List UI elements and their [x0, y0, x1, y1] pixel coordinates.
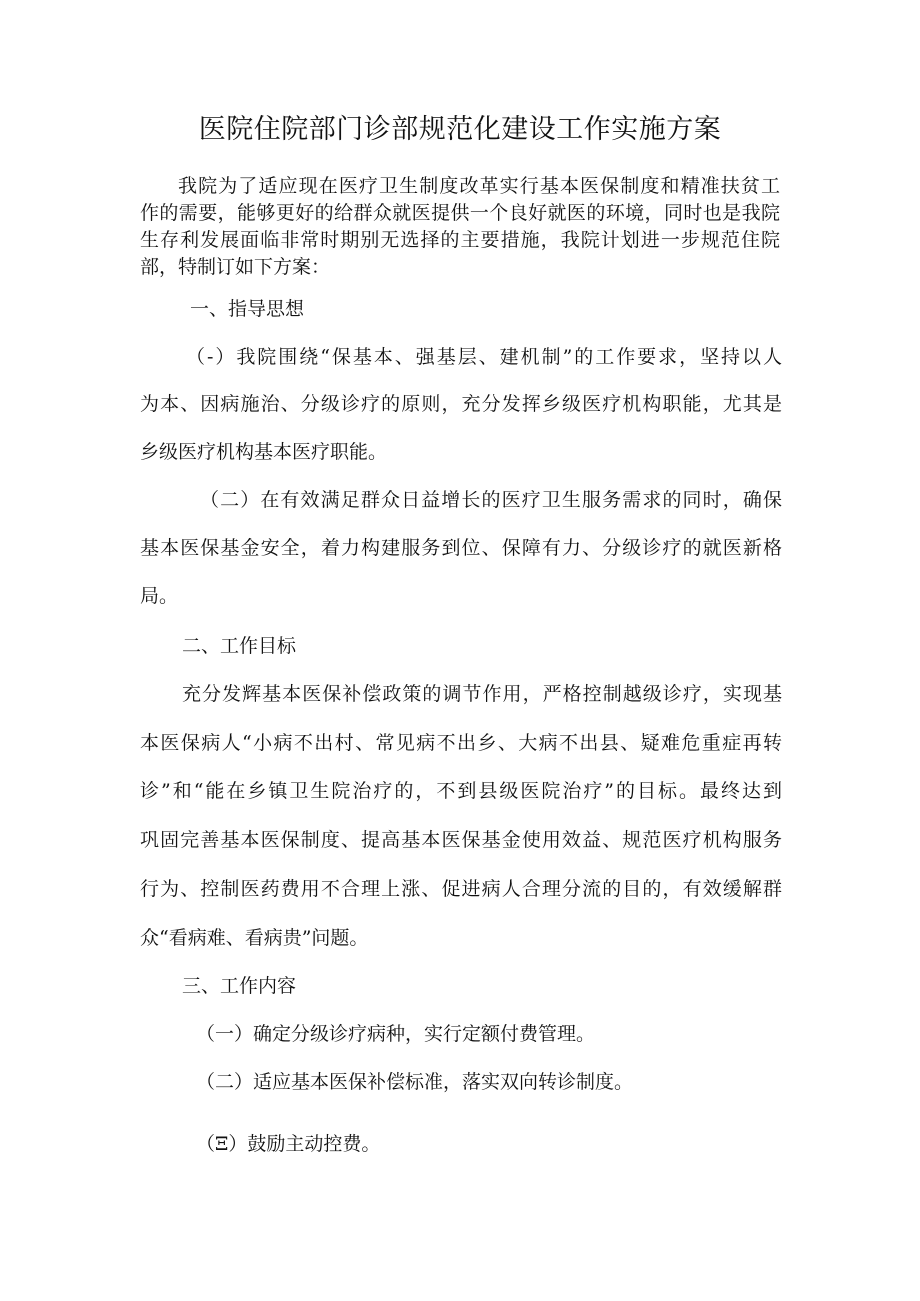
paragraph-line: （二）在有效满足群众日益增长的医疗卫生服务需求的同时，确保: [200, 489, 782, 511]
paragraph-line: 局。: [140, 585, 179, 607]
paragraph-line: （-）我院围绕“保基本、强基层、建机制”的工作要求，坚持以人: [186, 346, 782, 368]
intro-line: 生存利发展面临非常时期别无选择的主要措施，我院计划进一步规范住院: [140, 229, 780, 251]
intro-line: 部，特制订如下方案：: [140, 256, 331, 278]
work-content-item: （一）确定分级诊疗病种，实行定额付费管理。: [196, 1023, 596, 1045]
section-heading-work-content: 三、工作内容: [182, 975, 297, 997]
document-title: 医院住院部门诊部规范化建设工作实施方案: [198, 114, 722, 145]
paragraph-line: 诊”和“能在乡镇卫生院治疗的，不到县级医院治疗”的目标。最终达到: [140, 780, 782, 802]
paragraph-line: 巩固完善基本医保制度、提高基本医保基金使用效益、规范医疗机构服务: [140, 829, 782, 851]
paragraph-line: 充分发辉基本医保补偿政策的调节作用，严格控制越级诊疗，实现基: [182, 683, 782, 705]
paragraph-line: 基本医保基金安全，着力构建服务到位、保障有力、分级诊疗的就医新格: [140, 537, 782, 559]
work-content-item: （二）适应基本医保补偿标准，落实双向转诊制度。: [196, 1071, 634, 1093]
work-content-item: （Ξ）鼓励主动控费。: [196, 1133, 381, 1155]
paragraph-line: 乡级医疗机构基本医疗职能。: [140, 441, 388, 463]
intro-line: 作的需要，能够更好的给群众就医提供一个良好就医的环境，同时也是我院: [140, 202, 780, 224]
paragraph-line: 为本、因病施治、分级诊疗的原则，充分发挥乡级医疗机构职能，尤其是: [140, 393, 782, 415]
paragraph-line: 本医保病人“小病不出村、常见病不出乡、大病不出县、疑难危重症再转: [140, 732, 782, 754]
section-heading-guiding-ideology: 一、指导思想: [190, 298, 305, 320]
intro-line: 我院为了适应现在医疗卫生制度改革实行基本医保制度和精准扶贫工: [178, 175, 780, 197]
section-heading-work-goals: 二、工作目标: [182, 635, 297, 657]
paragraph-line: 行为、控制医药费用不合理上涨、促进病人合理分流的目的，有效缓解群: [140, 878, 782, 900]
paragraph-line: 众“看病难、看病贵”问题。: [140, 927, 369, 949]
